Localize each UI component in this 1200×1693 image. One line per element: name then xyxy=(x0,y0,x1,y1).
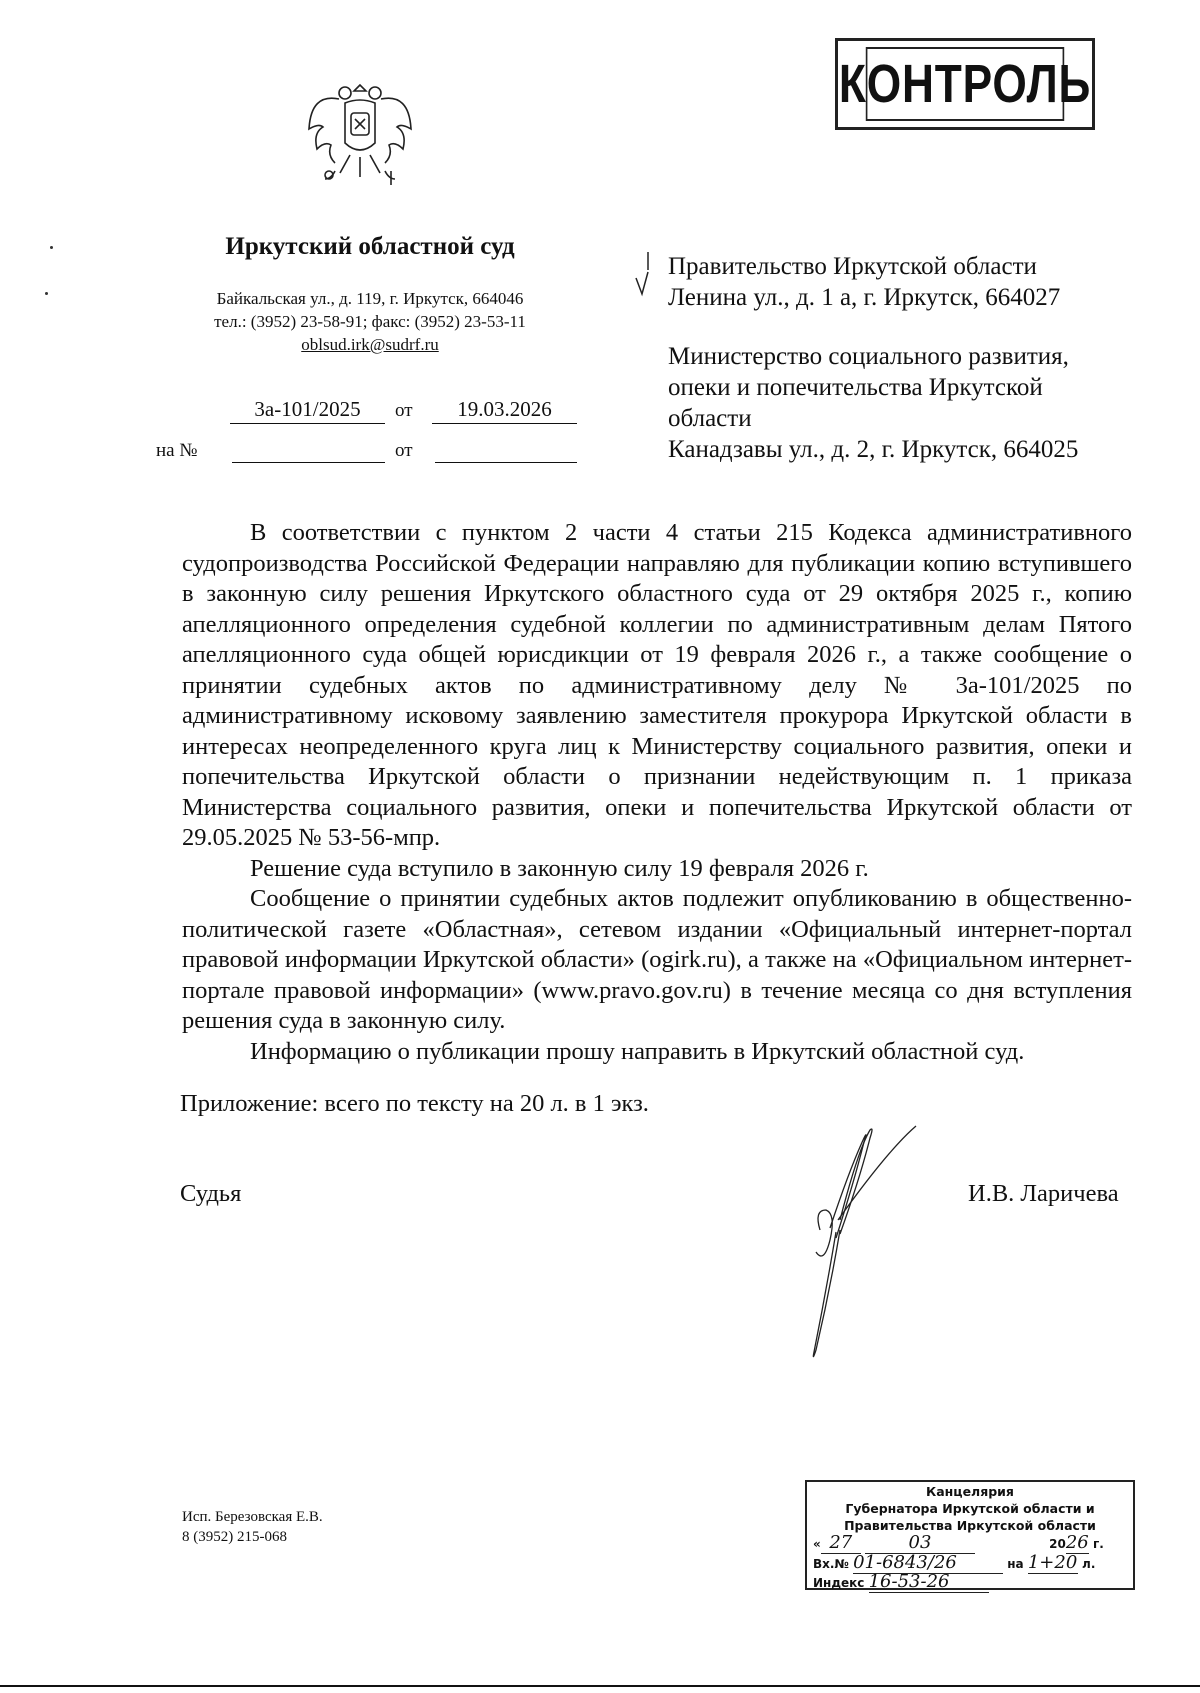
stamp-line-2: Губернатора Иркутской области и xyxy=(845,1501,1095,1516)
reference-date-label: от xyxy=(395,440,413,461)
stamp-index-row xyxy=(813,1571,1127,1593)
recipient-2-name-line-2: опеки и попечительства Иркутской xyxy=(668,374,1043,401)
outgoing-number: 3а-101/2025 xyxy=(230,397,385,424)
court-address: Байкальская ул., д. 119, г. Иркутск, 664046 xyxy=(216,289,524,308)
court-name: Иркутский областной суд xyxy=(225,233,515,260)
executor-info xyxy=(182,1507,323,1547)
control-stamp-text: КОНТРОЛЬ xyxy=(866,47,1064,121)
recipient-2-address: Канадзавы ул., д. 2, г. Иркутск, 664025 xyxy=(668,436,1079,463)
court-contacts xyxy=(170,287,570,356)
reference-number-line xyxy=(232,461,385,463)
stamp-index: 16-53-26 xyxy=(869,1571,989,1593)
reference-date-line xyxy=(435,461,577,463)
office-registration-stamp xyxy=(805,1480,1135,1590)
stamp-sheets-label: на xyxy=(1007,1557,1024,1571)
reference-number-label: на № xyxy=(156,440,198,461)
stamp-year-unit: г. xyxy=(1092,1537,1104,1551)
recipient-1-address: Ленина ул., д. 1 а, г. Иркутск, 664027 xyxy=(668,284,1061,311)
stamp-index-label: Индекс xyxy=(813,1576,865,1590)
stamp-year-suffix: 26 xyxy=(1065,1532,1089,1553)
body-paragraph-2: Решение суда вступило в законную силу 19 февраля 2026 г. xyxy=(250,854,869,882)
stamp-month: 03 xyxy=(865,1532,975,1554)
stamp-year-prefix: 20 xyxy=(1049,1537,1066,1551)
check-mark-icon xyxy=(632,250,656,298)
recipient-2-name-line-1: Министерство социального развития, xyxy=(668,343,1069,370)
stamp-in-number: 01-6843/26 xyxy=(853,1552,1003,1574)
stamp-line-1: Канцелярия xyxy=(926,1484,1014,1499)
margin-dot xyxy=(50,246,53,249)
letter-body xyxy=(182,518,1132,1067)
court-email: oblsud.irk@sudrf.ru xyxy=(301,335,439,354)
executor-name: Исп. Березовская Е.В. xyxy=(182,1509,323,1525)
executor-phone: 8 (3952) 215-068 xyxy=(182,1529,287,1545)
attachment-note: Приложение: всего по тексту на 20 л. в 1 экз. xyxy=(180,1090,649,1117)
stamp-date-row: « 27 03 2026 г. xyxy=(813,1532,1104,1553)
handwritten-signature xyxy=(800,1120,950,1370)
signer-name: И.В. Ларичева xyxy=(968,1180,1119,1207)
outgoing-date: 19.03.2026 xyxy=(432,397,577,424)
stamp-in-label: Вх.№ xyxy=(813,1557,849,1571)
page-bottom-rule xyxy=(0,1685,1200,1687)
control-stamp xyxy=(835,38,1095,130)
body-paragraph-4: Информацию о публикации прошу направить в Иркутский областной суд. xyxy=(250,1037,1025,1065)
stamp-line-3: Правительства Иркутской области xyxy=(844,1518,1096,1533)
coat-of-arms-emblem xyxy=(305,75,415,195)
margin-dot xyxy=(45,292,48,295)
stamp-day: 27 xyxy=(821,1532,861,1554)
stamp-sheets-unit: л. xyxy=(1082,1557,1096,1571)
recipient-1-name: Правительство Иркутской области xyxy=(668,253,1037,280)
signer-title: Судья xyxy=(180,1180,242,1207)
body-paragraph-1: В соответствии с пунктом 2 части 4 статьи 215 Кодекса административного судопроизводства Российской Федерации направляю для публикации копию вступившего в законную силу решения Иркутского областного суда от 29 октября 2025 г., копию апелляционного определения судебной коллегии по административным делам Пятого апелляционного суда общей юрисдикции от 19 февраля 2026 г., а также сообщение о принятии судебных актов по административному делу № 3а-101/2025 по административному исковому заявлению заместителя прокурора Иркутской области в интересах неопределенного круга лиц к Министерству социального развития, опеки и попечительства Иркутской области о признании недействующим п. 1 приказа Министерства социального развития, опеки и попечительства Иркутской области от 29.05.2025 № 53-56-мпр. xyxy=(182,519,1132,851)
court-phones: тел.: (3952) 23-58-91; факс: (3952) 23-53-11 xyxy=(214,312,526,331)
stamp-sheets: 1+20 xyxy=(1027,1552,1078,1573)
recipients-block xyxy=(668,251,1138,465)
body-paragraph-3: Сообщение о принятии судебных актов подлежит опубликованию в общественно-политической газете «Областная», сетевом издании «Официальный интернет-портал правовой информации Иркутской области» (ogirk.ru), а также на «Официальном интернет-портале правовой информации» (www.pravo.gov.ru) в течение месяца со дня вступления решения суда в законную силу. xyxy=(182,885,1132,1034)
recipient-2-name-line-3: области xyxy=(668,405,752,432)
date-label: от xyxy=(395,400,413,421)
